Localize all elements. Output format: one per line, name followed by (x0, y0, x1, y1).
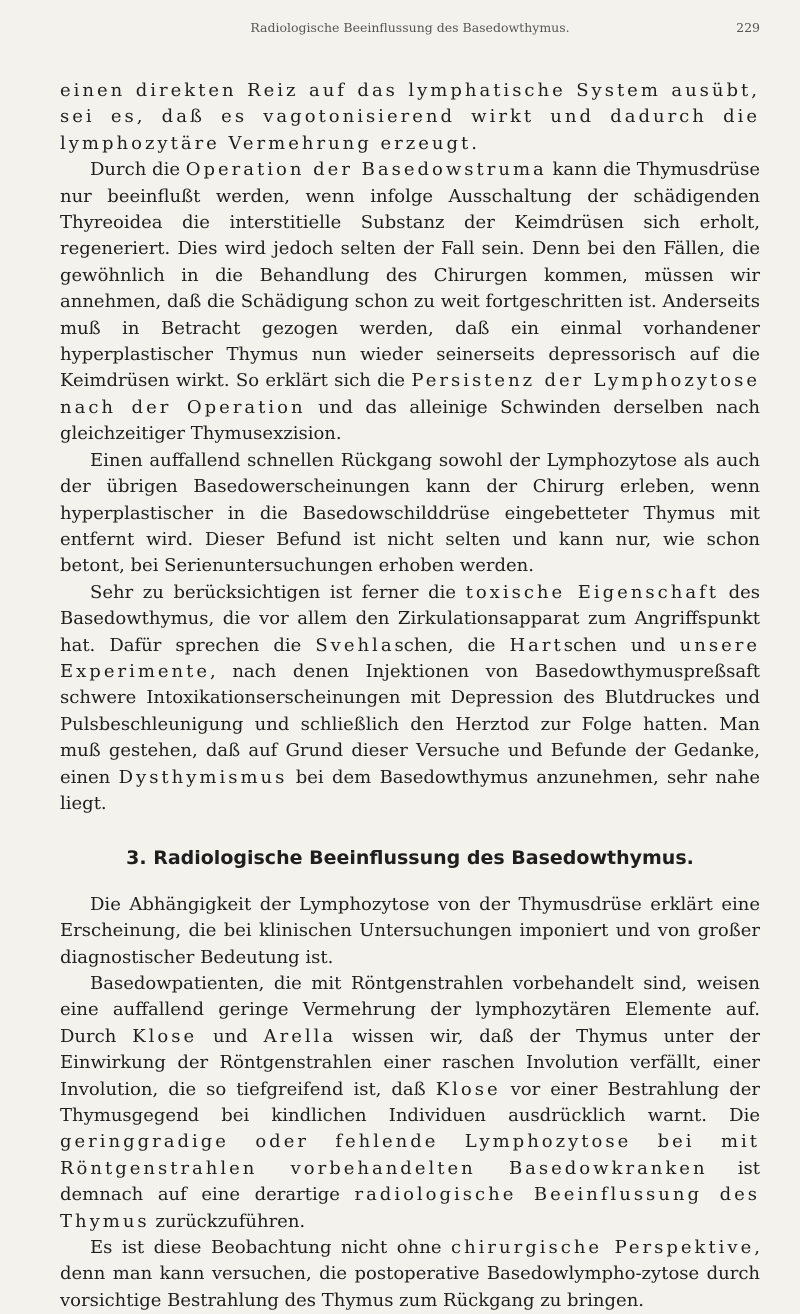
text-run: Sehr zu berücksichtigen ist ferner die (90, 581, 466, 603)
paragraph (60, 892, 760, 971)
spaced-text: Dysthymismus (118, 766, 288, 788)
paragraph (60, 580, 760, 818)
running-title: Radiologische Beeinflussung des Basedowthymus. (250, 20, 570, 35)
text-run: zurückzuführen. (149, 1210, 306, 1232)
text-run: , denn man kann versuchen, die postoperative Basedowlympho-zytose durch vorsichtige Bestrahlung des Thymus zum Rückgang zu bringen. (60, 1237, 760, 1311)
text-run: vor einer Bestrahlung der Thymusgegend bei kindlichen Individuen ausdrücklich warnt. Die (60, 1078, 760, 1127)
text-run: wissen wir, daß der Thymus unter der Einwirkung der Röntgenstrahlen einer raschen Involution verfällt, einer Involution, die so tiefgreifend ist, daß (60, 1025, 760, 1100)
spaced-text: Svehla (315, 634, 395, 656)
text-run: bei dem Basedowthymus anzunehmen, sehr nahe liegt. (60, 766, 761, 814)
section-heading: 3. Radiologische Beeinflussung des Basedowthymus. (126, 847, 694, 870)
text-run: und (197, 1025, 264, 1047)
text-run: Durch die (90, 159, 186, 181)
paragraph (60, 1235, 760, 1314)
text-run: Einen auffallend schnellen Rückgang sowohl der Lymphozytose als auch der übrigen Basedowerscheinungen kann der Chirurg erleben, wenn hyperplastischer in die Basedowschilddrüse eingebetteter Thymus mit entfernt wird. Dieser Befund ist nicht selten und kann nur, wie schon betont, bei Serienuntersuchungen erhoben werden. (60, 449, 760, 577)
text-run: , nach denen Injektionen von Basedowthymuspreßsaft schwere Intoxikationserscheinungen mit Depression des Blutdruckes und Pulsbeschleunigung und schließlich den Herztod zur Folge hatten. Man muß gestehen, daß auf Grund dieser Versuche und Befunde der Gedanke, einen (60, 660, 760, 788)
spaced-text: einen direkten Reiz auf das lymphatische System ausübt, sei es, daß es vagotonisierend wirkt und dadurch die lymphozytäre Vermehrung erzeugt. (60, 80, 760, 154)
text-run: und das alleinige Schwinden derselben nach gleichzeitiger Thymusexzision. (60, 396, 760, 445)
spaced-text: Klose (132, 1025, 198, 1047)
page-number: 229 (736, 20, 760, 35)
spaced-text: toxische Eigenschaft (465, 581, 719, 603)
text-run: Es ist diese Beobachtung nicht ohne (90, 1237, 451, 1259)
spaced-text: Klose (435, 1078, 501, 1100)
text-run: ist demnach auf eine derartige (60, 1157, 760, 1206)
spaced-text: chirurgische Perspektive (450, 1237, 755, 1259)
paragraph (60, 78, 760, 157)
paragraph (60, 157, 760, 447)
text-run: Die Abhängigkeit der Lymphozytose von der Thymusdrüse erklärt eine Erscheinung, die bei klinischen Untersuchungen imponiert und von großer diagnostischer Bedeutung ist. (60, 893, 760, 968)
text-run: Basedowpatienten, die mit Röntgenstrahlen vorbehandelt sind, weisen eine auffallend geringe Vermehrung der lymphozytären Elemente auf. Durch (60, 973, 760, 1047)
spaced-text: radiologische Beeinflussung des Thymus (60, 1184, 760, 1232)
paragraph (60, 971, 760, 1235)
spaced-text: Hart (509, 634, 564, 656)
spaced-text: Arella (263, 1025, 337, 1047)
body-text (60, 78, 760, 1314)
text-run: kann die Thymusdrüse nur beeinflußt werden, wenn infolge Ausschaltung der schädigenden Thyreoidea die interstitielle Substanz der Keimdrüsen sich erholt, regeneriert. Dies wird jedoch selten der Fall sein. Denn bei den Fällen, die gewöhnlich in die Behandlung des Chirurgen kommen, müssen wir annehmen, daß die Schädigung schon zu weit fortgeschritten ist. Anderseits muß in Betracht gezogen werden, daß ein einmal vorhandener hyperplastischer Thymus nun wieder seinerseits depressorisch auf die Keimdrüsen wirkt. So erklärt sich die (60, 159, 760, 392)
spaced-text: unsere Experimente (60, 634, 760, 682)
spaced-text: Operation der Basedowstruma (185, 159, 547, 181)
paragraph (60, 448, 760, 580)
text-run: schen, die (394, 634, 510, 656)
text-run: schen und (563, 634, 680, 656)
spaced-text: geringgradige oder fehlende Lymphozytose bei mit Röntgenstrahlen vorbehandelten Basedowkranken (60, 1131, 760, 1179)
spaced-text: Persistenz der Lymphozytose nach der Operation (60, 370, 760, 418)
text-run: des Basedowthymus, die vor allem den Zirkulationsapparat zum Angriffspunkt hat. Dafür sprechen die (60, 581, 760, 656)
